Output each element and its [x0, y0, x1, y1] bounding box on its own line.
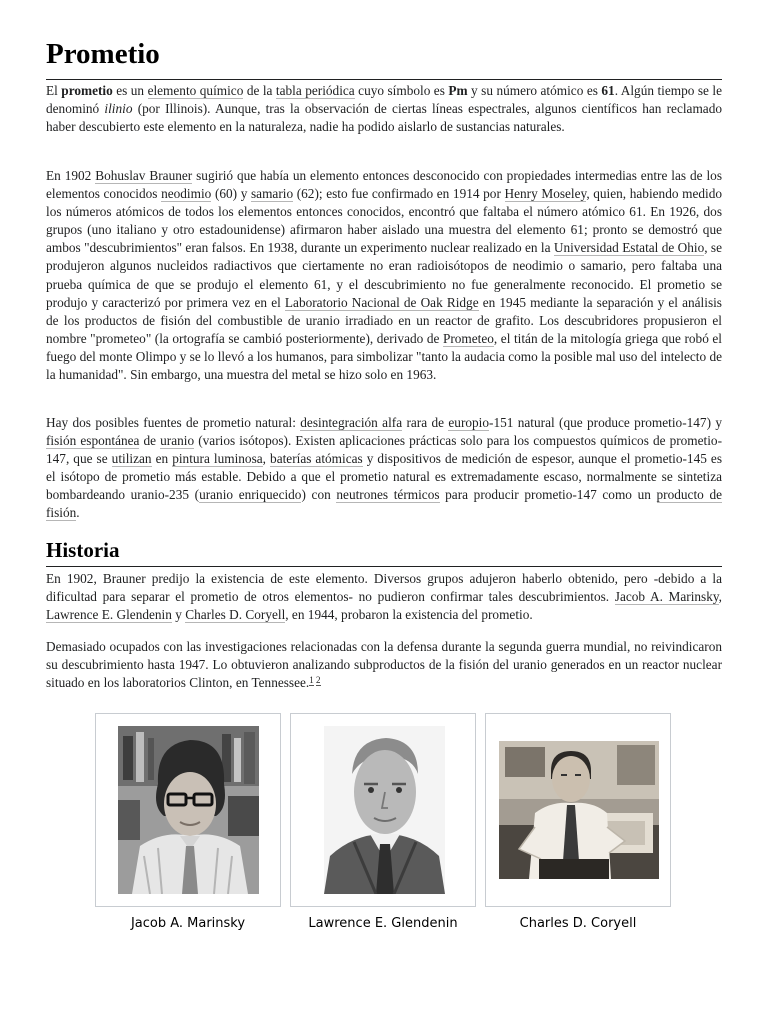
- text-run: ) con: [301, 487, 337, 503]
- wiki-link[interactable]: pintura luminosa: [172, 451, 263, 467]
- gallery-caption: Jacob A. Marinsky: [130, 916, 246, 931]
- text-run: , en 1944, probaron la existencia del prometio.: [285, 607, 533, 623]
- wiki-link[interactable]: samario: [251, 186, 294, 202]
- portrait-marinsky-photo[interactable]: [118, 726, 259, 894]
- wiki-link[interactable]: elemento químico: [147, 83, 244, 98]
- text-run: (varios isótopos). Existen aplicaciones prácticas solo para los compuestos químicos de prometio-147, que se: [46, 433, 723, 467]
- text-run: rara de: [402, 415, 449, 430]
- reference-link[interactable]: 1: [309, 675, 314, 686]
- text-run: , quien, habiendo medido los números atómicos de todos los elementos entonces conocidos, encontró que faltaba el número atómico 61. En 1926, dos grupos (uno italiano y otro estadounidense) afirmaron haber aislado una muestra del elemento 61; pronto se demostró que ambos "descubrimientos" eran falsos. En 1938, durante un experimento nuclear realizado en la: [46, 186, 723, 256]
- text-run: para producir prometio-147 como un: [439, 487, 657, 503]
- image-gallery: [95, 713, 675, 943]
- text-run: de la: [243, 83, 276, 98]
- wiki-link[interactable]: uranio: [160, 433, 195, 449]
- intro-paragraph-2: [46, 167, 722, 384]
- section-divider: [46, 566, 722, 567]
- italic-text: ilinio: [104, 101, 133, 117]
- text-run: (62); esto fue confirmado en 1914 por: [293, 186, 505, 202]
- reference-link[interactable]: 2: [316, 675, 321, 686]
- wiki-link[interactable]: Bohuslav Brauner: [95, 168, 193, 183]
- wiki-link[interactable]: desintegración alfa: [300, 415, 403, 430]
- wiki-link[interactable]: tabla periódica: [275, 83, 355, 98]
- gallery-item-marinsky: [95, 713, 281, 943]
- text-run: y dispositivos de medición de espesor, aunque el prometio-145 es el isótopo de prometio más estable. Debido a que el prometio natural es extremadamente escaso, normalmente se sintetiza bombardeando uranio-235 (: [46, 451, 722, 503]
- wiki-link[interactable]: Universidad Estatal de Ohio: [553, 240, 705, 256]
- text-run: es un: [112, 83, 148, 98]
- text-run: de: [139, 433, 161, 449]
- text-run: sugirió que había un elemento entonces desconocido con propiedades intermedias entre las de los elementos conocidos: [46, 168, 722, 202]
- wiki-link[interactable]: uranio enriquecido: [199, 487, 302, 503]
- gallery-caption: Charles D. Coryell: [519, 916, 637, 931]
- text-run: ,: [262, 451, 271, 467]
- bold-text: 61: [601, 83, 615, 98]
- wiki-link[interactable]: Charles D. Coryell: [185, 607, 286, 623]
- text-run: y: [171, 607, 186, 623]
- text-run: en 1945 mediante la separación y el análisis de los productos de fisión del combustible de uranio irradiado en un reactor de grafito. Los descubridores propusieron el nombre "prometeo" (la ortografía se cambió posteriormente), derivado de: [46, 294, 722, 346]
- gallery-frame[interactable]: [290, 713, 476, 907]
- wiki-link[interactable]: Jacob A. Marinsky: [614, 589, 719, 605]
- wiki-link[interactable]: utilizan: [111, 451, 152, 467]
- portrait-coryell-photo[interactable]: [499, 741, 659, 879]
- intro-paragraph-3: [46, 414, 722, 523]
- gallery-frame[interactable]: [95, 713, 281, 907]
- bold-text: Pm: [448, 83, 468, 98]
- text-run: ,: [718, 589, 722, 605]
- text-run: en: [151, 451, 173, 467]
- section-heading-historia: Historia: [46, 538, 120, 562]
- wiki-link[interactable]: neodimio: [161, 186, 212, 202]
- bold-text: prometio: [61, 83, 113, 98]
- gallery-item-glendenin: [290, 713, 476, 943]
- wiki-link[interactable]: europio: [448, 415, 490, 430]
- portrait-glendenin-photo[interactable]: [324, 726, 445, 894]
- text-run: cuyo símbolo es: [354, 83, 449, 98]
- wiki-link[interactable]: Lawrence E. Glendenin: [46, 607, 172, 623]
- wiki-link[interactable]: Henry Moseley: [504, 186, 587, 202]
- text-run: Hay dos posibles fuentes de prometio natural:: [46, 415, 301, 430]
- wiki-link[interactable]: fisión espontánea: [46, 433, 140, 449]
- text-run: En 1902, Brauner predijo la existencia de este elemento. Diversos grupos adujeron haberlo obtenido, pero -debido a la dificultad para separar el prometio de otros elementos- no pudieron confirmar tales descubrimientos.: [46, 571, 722, 605]
- historia-paragraph-1: [46, 570, 722, 624]
- gallery-frame[interactable]: [485, 713, 671, 907]
- title-divider: [46, 79, 722, 80]
- historia-paragraph-2: [46, 638, 722, 692]
- text-run: El: [46, 83, 62, 98]
- text-run: , se produjeron algunos nucleidos radiactivos que ciertamente no eran radioisótopos de neodimio o samario, pero faltaba una prueba química de que se produjo el elemento 61, y el descubrimiento no fue generalmente reconocido. El prometio se produjo y caracterizó por primera vez en el: [46, 240, 722, 310]
- text-run: -151 natural (que produce prometio-147) y: [489, 415, 722, 430]
- text-run: Demasiado ocupados con las investigaciones relacionadas con la defensa durante la segunda guerra mundial, no reivindicaron su descubrimiento hasta 1947. Lo obtuvieron analizando subproductos de la fisión del uranio generados en un reactor nuclear situado en los laboratorios Clinton, en Tennessee.: [46, 639, 722, 691]
- text-run: .: [76, 505, 80, 521]
- gallery-caption: Lawrence E. Glendenin: [308, 916, 458, 931]
- gallery-item-coryell: [485, 713, 671, 943]
- wiki-link[interactable]: neutrones térmicos: [336, 487, 440, 503]
- wiki-link[interactable]: Laboratorio Nacional de Oak Ridge: [284, 294, 479, 310]
- text-run: (por Illinois). Aunque, tras la observación de ciertas líneas espectrales, algunos científicos han reclamado haber descubierto este elemento en la naturaleza, nadie ha podido aislarlo de sustancias naturales.: [46, 101, 722, 135]
- text-run: En 1902: [46, 168, 96, 183]
- text-run: y su número atómico es: [467, 83, 602, 98]
- intro-paragraph-1: [46, 82, 722, 136]
- wiki-link[interactable]: producto de fisión: [46, 487, 722, 521]
- wiki-link[interactable]: baterías atómicas: [270, 451, 363, 467]
- wiki-link[interactable]: Prometeo: [442, 330, 494, 346]
- text-run: (60) y: [211, 186, 251, 202]
- page-title: Prometio: [46, 38, 160, 70]
- text-run: . Algún tiempo se le denominó: [46, 83, 723, 117]
- text-run: , el titán de la mitología griega que robó el fuego del monte Olimpo y se lo llevó a los humanos, para simbolizar "tanto la audacia como la posible mal uso del intelecto de la humanidad". Sin embargo, una muestra del metal se hizo solo en 1963.: [46, 330, 723, 383]
- footnote-marker: [316, 675, 321, 686]
